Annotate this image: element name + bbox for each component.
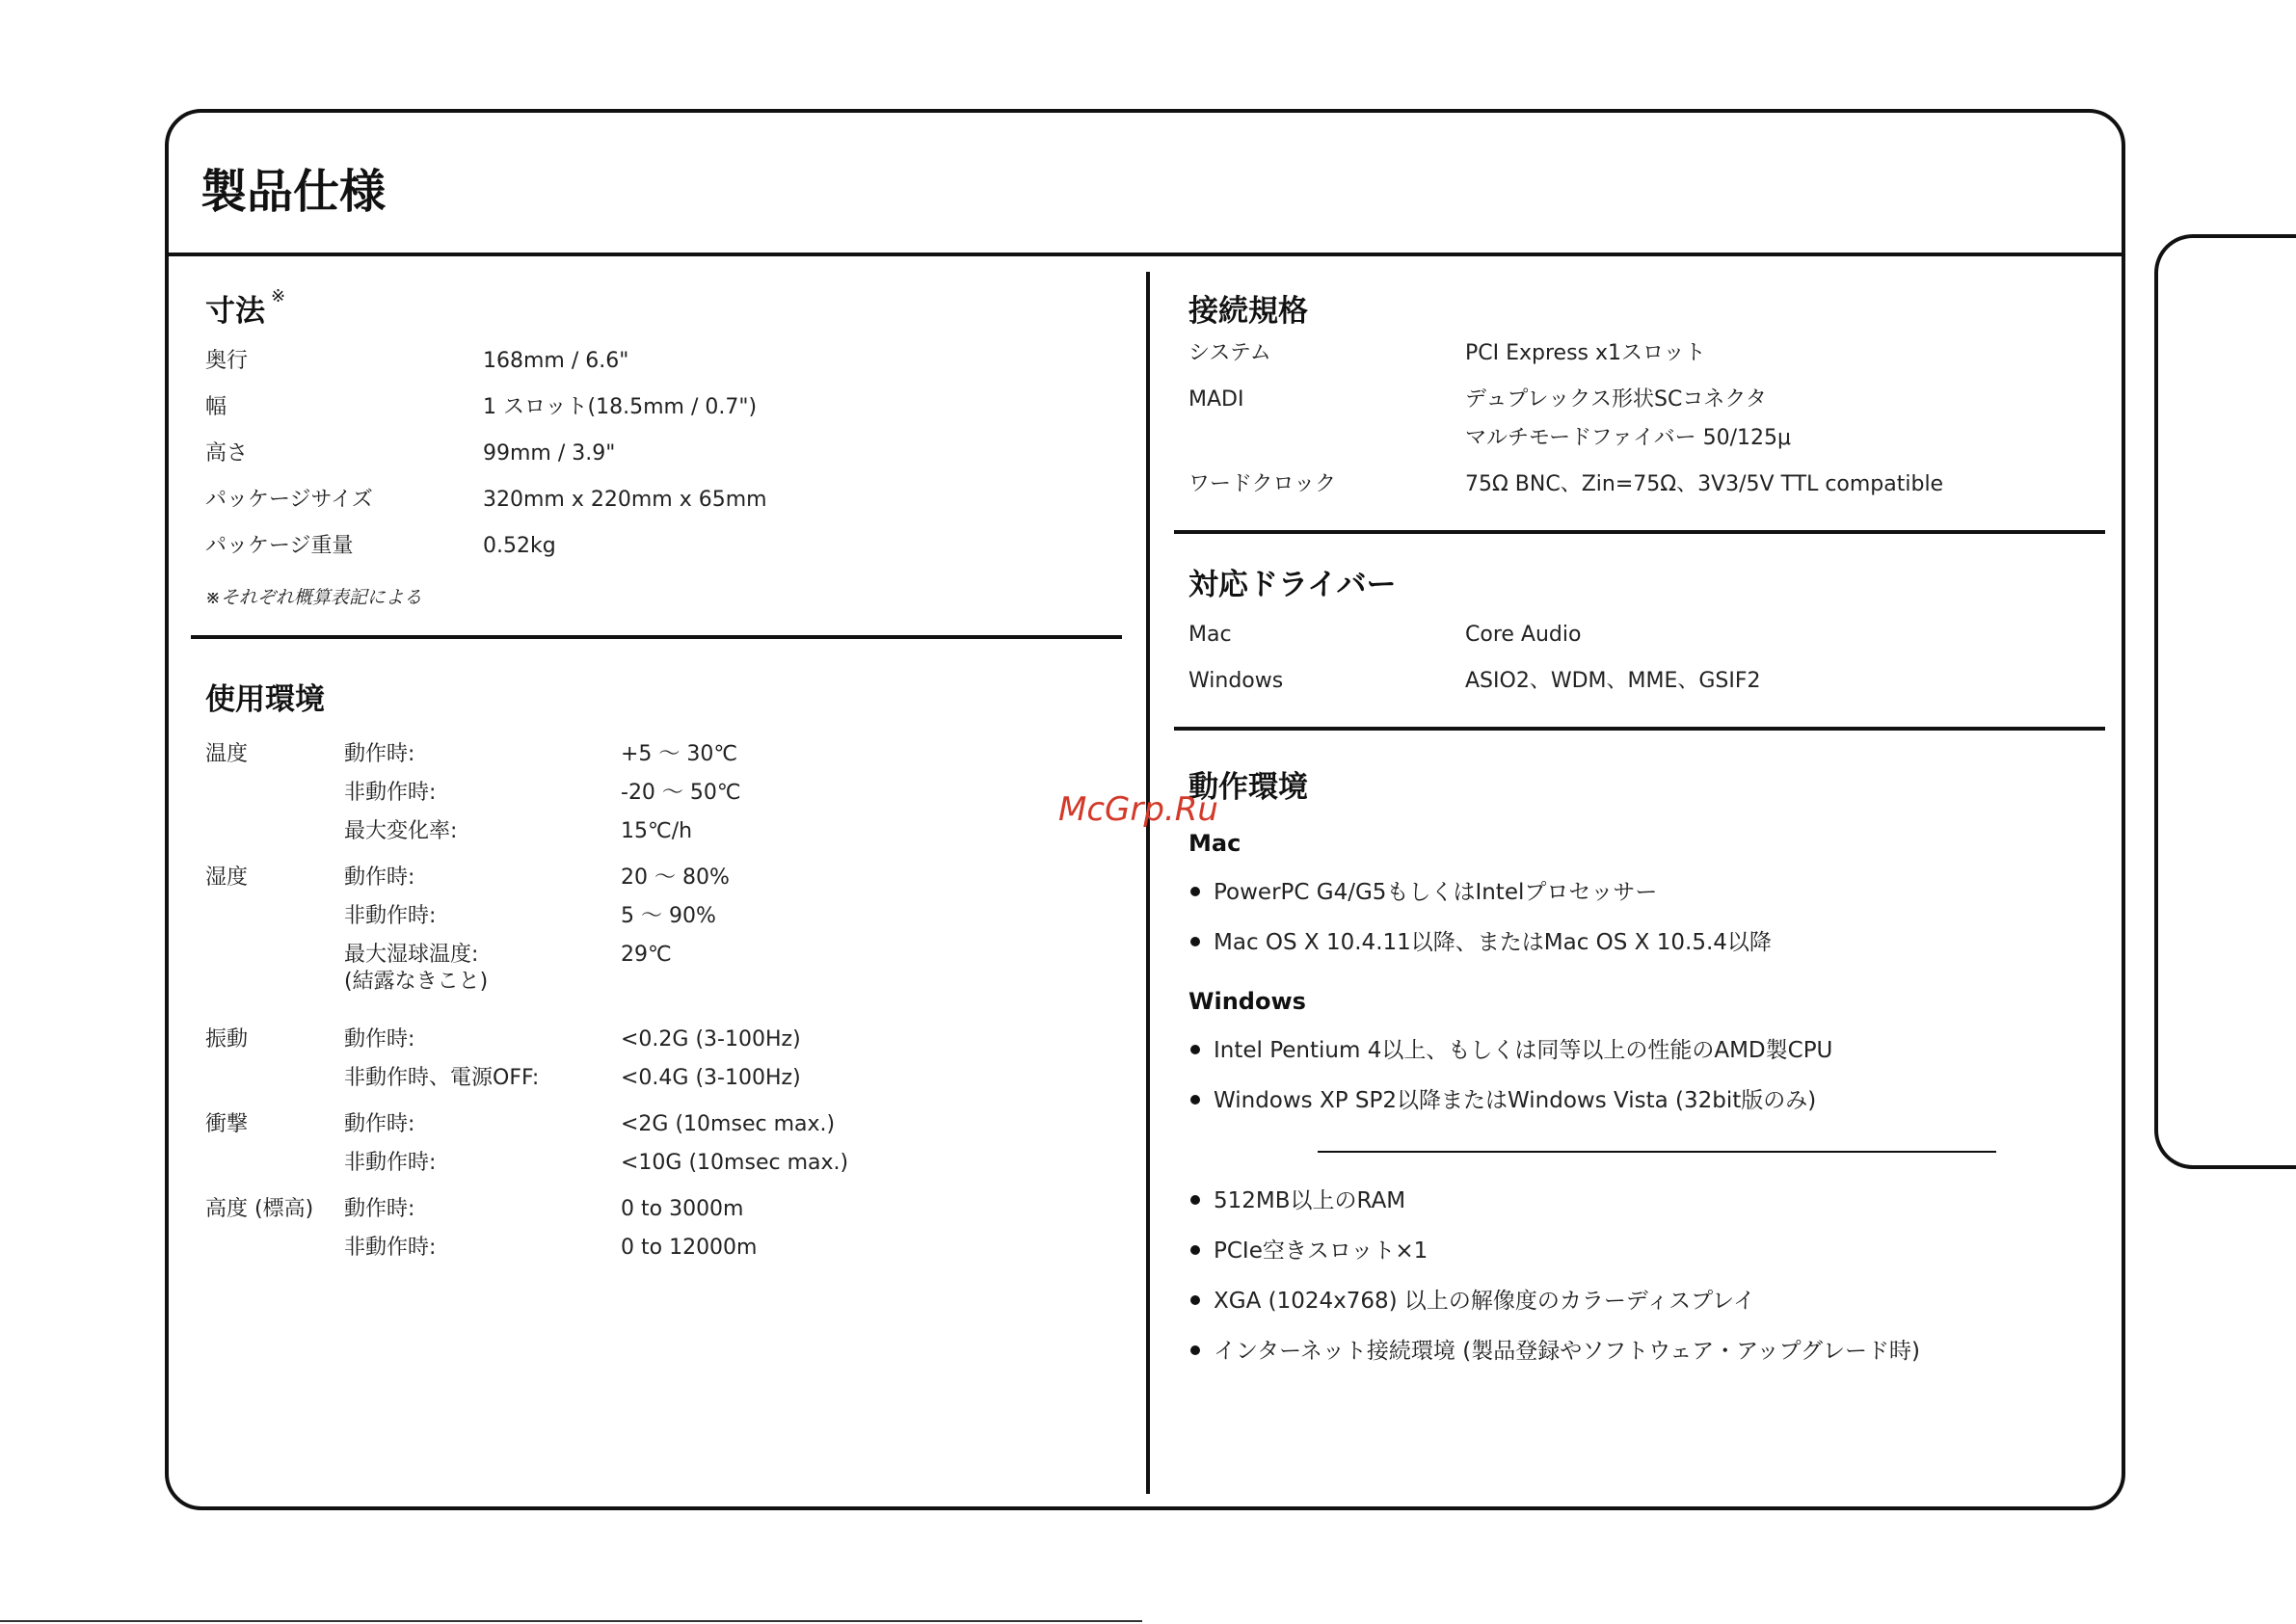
requirement-item: Mac OS X 10.4.11以降、またはMac OS X 10.5.4以降 (1190, 928, 1772, 957)
bullet-icon (1190, 887, 1200, 896)
requirement-item: XGA (1024x768) 以上の解像度のカラーディスプレイ (1190, 1287, 1755, 1316)
side-tab (2154, 234, 2296, 1169)
requirements-divider (1318, 1151, 1996, 1153)
env-value: 5 〜 90% (621, 904, 716, 928)
dim-value: 168mm / 6.6" (483, 349, 629, 373)
page-title: 製品仕様 (200, 165, 387, 219)
dim-value: 320mm x 220mm x 65mm (483, 488, 767, 512)
env-condition-note: (結露なきこと) (344, 970, 489, 994)
column-divider (1146, 272, 1150, 1494)
env-condition: 動作時: (344, 1112, 415, 1136)
watermark: McGrp.Ru (1058, 790, 1218, 829)
driver-value: Core Audio (1465, 623, 1582, 647)
env-condition: 最大変化率: (344, 819, 458, 843)
env-value: <0.2G (3-100Hz) (621, 1027, 801, 1052)
conn-value: 75Ω BNC、Zin=75Ω、3V3/5V TTL compatible (1465, 472, 1944, 496)
env-condition: 最大湿球温度: (344, 943, 479, 967)
requirement-item: 512MB以上のRAM (1190, 1186, 1405, 1215)
requirement-item: Windows XP SP2以降またはWindows Vista (32bit版のみ) (1190, 1086, 1816, 1115)
dim-label: 高さ (205, 441, 249, 466)
env-condition: 非動作時、電源OFF: (344, 1066, 540, 1090)
drivers-heading: 対応ドライバー (1188, 568, 1397, 602)
env-value: 20 〜 80% (621, 865, 730, 890)
conn-value-line2: マルチモードファイバー 50/125μ (1465, 426, 1791, 450)
env-condition: 非動作時: (344, 1236, 437, 1260)
env-condition: 動作時: (344, 1197, 415, 1221)
section-divider (1174, 727, 2105, 731)
section-divider (191, 635, 1122, 639)
env-value: <0.4G (3-100Hz) (621, 1066, 801, 1090)
windows-subheading: Windows (1188, 988, 1306, 1015)
environment-heading: 使用環境 (205, 682, 325, 717)
bullet-icon (1190, 1245, 1200, 1255)
requirement-item: Intel Pentium 4以上、もしくは同等以上の性能のAMD製CPU (1190, 1036, 1832, 1065)
dim-label: 幅 (205, 395, 227, 419)
bullet-icon (1190, 1295, 1200, 1305)
dim-label: パッケージサイズ (205, 488, 373, 512)
requirement-item: PowerPC G4/G5もしくはIntelプロセッサー (1190, 878, 1657, 907)
bullet-icon (1190, 1095, 1200, 1105)
env-condition: 動作時: (344, 865, 415, 890)
driver-os: Windows (1188, 669, 1284, 693)
env-condition: 非動作時: (344, 904, 437, 928)
conn-label: ワードクロック (1188, 472, 1337, 496)
env-group-label: 振動 (205, 1027, 249, 1052)
env-value: 0 to 12000m (621, 1236, 758, 1260)
driver-value: ASIO2、WDM、MME、GSIF2 (1465, 669, 1761, 693)
bullet-icon (1190, 1045, 1200, 1054)
connection-heading: 接続規格 (1188, 294, 1308, 329)
conn-value: PCI Express x1スロット (1465, 341, 1706, 365)
env-value: 15℃/h (621, 819, 693, 843)
env-condition: 動作時: (344, 742, 415, 766)
requirement-item: PCIe空きスロット×1 (1190, 1237, 1428, 1265)
section-divider (1174, 530, 2105, 534)
dim-value: 99mm / 3.9" (483, 441, 616, 466)
dim-label: パッケージ重量 (205, 534, 354, 558)
env-group-label: 温度 (205, 742, 249, 766)
bullet-icon (1190, 1345, 1200, 1355)
bullet-icon (1190, 1195, 1200, 1205)
dimensions-note: ※それぞれ概算表記による (205, 587, 422, 608)
footer-rule (0, 1620, 1142, 1622)
title-divider (165, 253, 2125, 256)
env-condition: 動作時: (344, 1027, 415, 1052)
env-value: <10G (10msec max.) (621, 1151, 849, 1175)
env-value: <2G (10msec max.) (621, 1112, 836, 1136)
env-value: 29℃ (621, 943, 672, 967)
env-group-label: 湿度 (205, 865, 249, 890)
requirement-item: インターネット接続環境 (製品登録やソフトウェア・アップグレード時) (1190, 1337, 1920, 1366)
driver-os: Mac (1188, 623, 1232, 647)
env-group-label: 衝撃 (205, 1112, 249, 1136)
conn-value: デュプレックス形状SCコネクタ (1465, 387, 1767, 412)
env-group-label: 高度 (標高) (205, 1197, 314, 1221)
dim-value: 0.52kg (483, 534, 556, 558)
env-value: -20 〜 50℃ (621, 781, 741, 805)
bullet-icon (1190, 937, 1200, 946)
dimensions-heading: 寸法 ※ (205, 286, 286, 329)
conn-label: システム (1188, 341, 1271, 365)
dim-value: 1 スロット(18.5mm / 0.7") (483, 395, 758, 419)
mac-subheading: Mac (1188, 830, 1241, 857)
conn-label: MADI (1188, 387, 1244, 412)
dim-label: 奥行 (205, 349, 249, 373)
env-value: 0 to 3000m (621, 1197, 744, 1221)
env-condition: 非動作時: (344, 1151, 437, 1175)
env-value: +5 〜 30℃ (621, 742, 738, 766)
requirements-heading: 動作環境 (1188, 770, 1308, 805)
env-condition: 非動作時: (344, 781, 437, 805)
